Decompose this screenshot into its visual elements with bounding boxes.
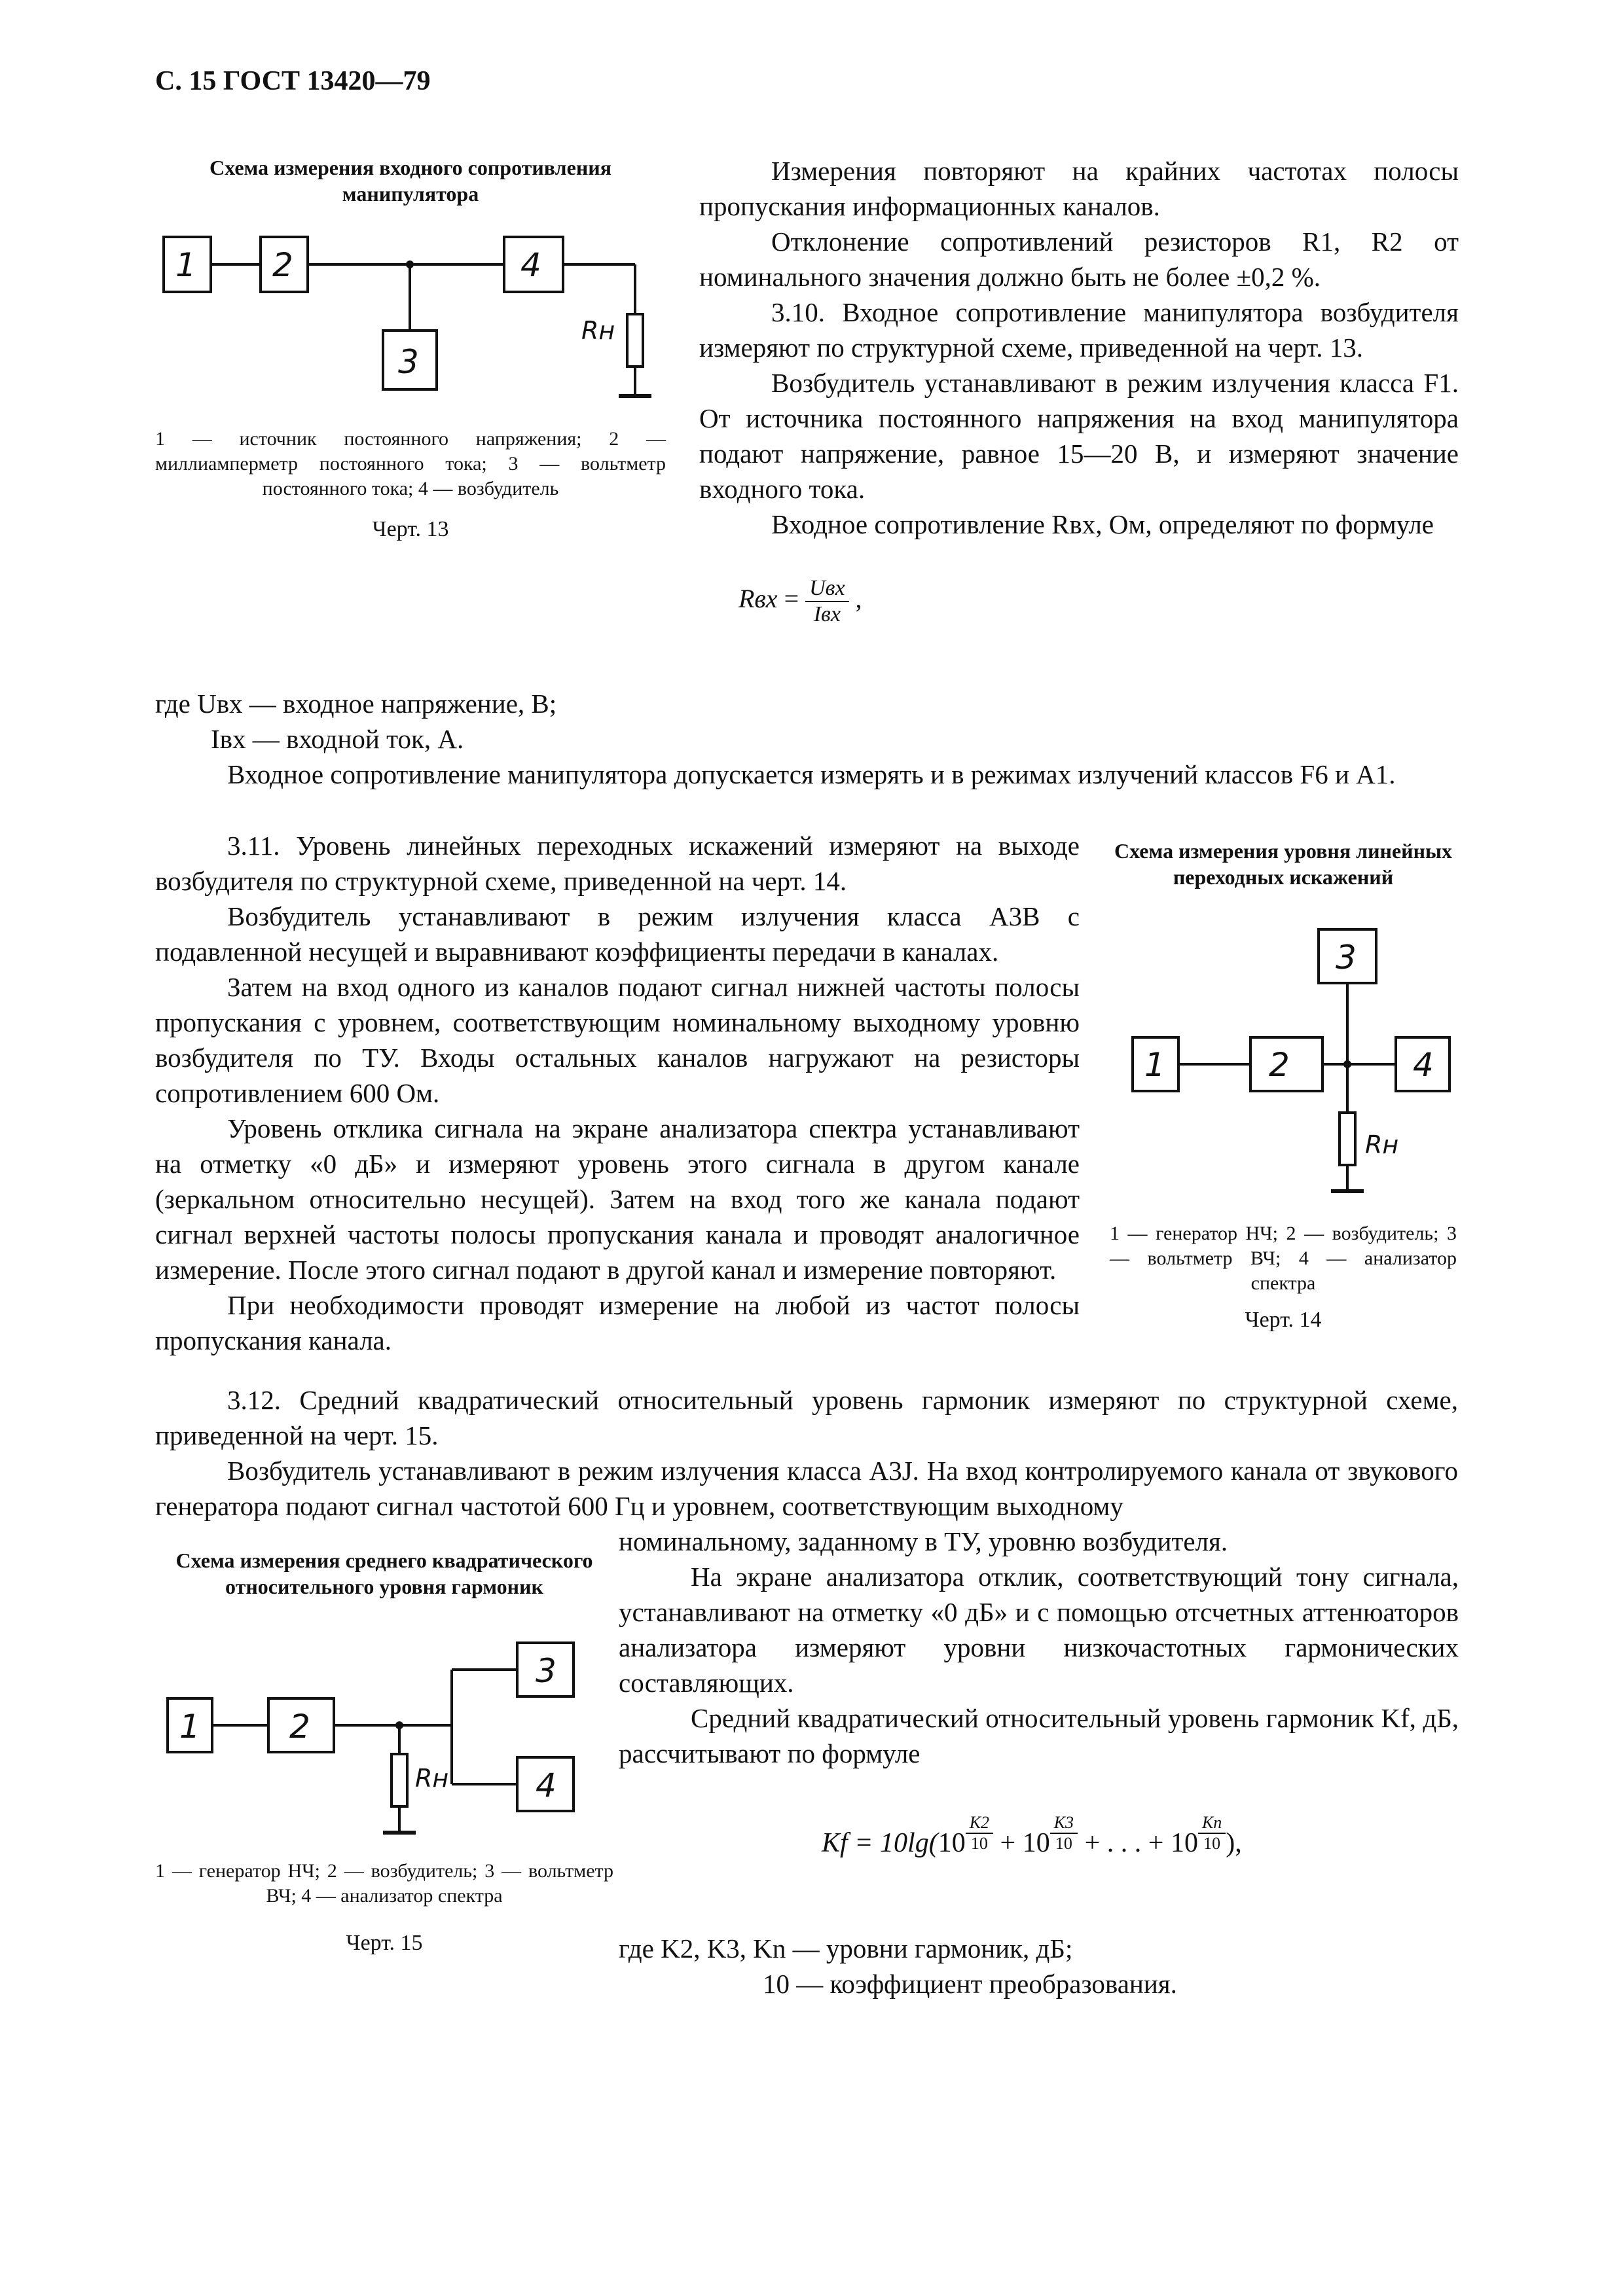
paragraph: Возбудитель устанавливают в режим излучения класса A3B с подавленной несущей и выравнивают коэффициенты передачи в каналах. bbox=[155, 901, 1080, 967]
where-ivx: Iвх — входной ток, А. bbox=[211, 724, 464, 754]
paragraph: номинальному, заданному в ТУ, уровню возбудителя. bbox=[619, 1526, 1228, 1556]
fig13-label-2: 2 bbox=[272, 246, 293, 284]
fig13-resistor bbox=[627, 314, 643, 367]
formula2-term2-base: 10 bbox=[1022, 1828, 1050, 1859]
where-block-1 bbox=[155, 686, 1458, 792]
paragraph: 3.11. Уровень линейных переходных искажений измеряют на выходе возбудителя по структурной схеме, приведенной на черт. 14. bbox=[155, 831, 1080, 896]
fig14-legend: 1 — генератор НЧ; 2 — возбудитель; 3 — вольтметр ВЧ; 4 — анализатор спектра bbox=[1110, 1223, 1457, 1294]
paragraph: Отклонение сопротивлений резисторов R1, R2 от номинального значения должно быть не более ±0,2 %. bbox=[699, 226, 1459, 292]
right-column-bottom bbox=[619, 1524, 1459, 1771]
fig14-label-2: 2 bbox=[1269, 1046, 1290, 1084]
formula2-term3-base: 10 bbox=[1170, 1828, 1198, 1859]
paragraph: Уровень отклика сигнала на экране анализатора спектра устанавливают на отметку «0 дБ» и измеряют уровень этого сигнала в другом канале (зеркальном относительно несущей). Затем на вход того же канала подают сигнал верхней частоты полосы пропускания канала и проводят аналогичное измерение. После этого сигнал подают в другой канал и измерение повторяют. bbox=[155, 1113, 1080, 1285]
fig14-title: Схема измерения уровня линейных переходных искажений bbox=[1114, 839, 1453, 889]
formula2-exp2-num: K3 bbox=[1053, 1813, 1074, 1832]
fig14-label-1: 1 bbox=[1144, 1046, 1165, 1084]
paragraph: Возбудитель устанавливают в режим излучения класса A3J. На вход контролируемого канала от звукового генератора подают сигнал частотой 600 Гц и уровнем, соответствующим выходному bbox=[155, 1456, 1458, 1521]
where-lead: где bbox=[155, 689, 191, 719]
paragraph: 3.12. Средний квадратический относительный уровень гармоник измеряют по структурной схеме, приведенной на черт. 15. bbox=[155, 1385, 1458, 1450]
where-coefficient: 10 — коэффициент преобразования. bbox=[763, 1969, 1177, 1999]
formula2-plus: + bbox=[993, 1828, 1023, 1859]
formula2-dots: + . . . + bbox=[1078, 1828, 1171, 1859]
fig14-label-4: 4 bbox=[1413, 1046, 1434, 1084]
paragraph: Возбудитель устанавливают в режим излучения класса F1. От источника постоянного напряжения на вход манипулятора подают напряжение, равное 15—20 В, и измеряют значение входного тока. bbox=[699, 368, 1459, 504]
formula2-tail: ), bbox=[1226, 1828, 1242, 1859]
formula2-exp1-num: K2 bbox=[969, 1813, 990, 1832]
fig15-legend: 1 — генератор НЧ; 2 — возбудитель; 3 — вольтметр ВЧ; 4 — анализатор спектра bbox=[155, 1860, 613, 1907]
section-312 bbox=[155, 1382, 1458, 1524]
fig13-diagram bbox=[151, 223, 674, 412]
paragraph: При необходимости проводят измерение на любой из частот полосы пропускания канала. bbox=[155, 1290, 1080, 1355]
formula-kf bbox=[822, 1813, 1242, 1859]
paragraph: Входное сопротивление манипулятора допускается измерять и в режимах излучений классов F6 и A1. bbox=[227, 759, 1396, 789]
fig14-label-3: 3 bbox=[1336, 939, 1357, 977]
right-column-top bbox=[699, 153, 1459, 542]
fig13-legend: 1 — источник постоянного напряжения; 2 — миллиамперметр постоянного тока; 3 — вольтметр постоянного тока; 4 — возбудитель bbox=[155, 428, 666, 499]
fig15-label-3: 3 bbox=[536, 1652, 556, 1690]
formula2-term1-base: 10 bbox=[938, 1828, 966, 1859]
formula-lhs: Rвх bbox=[739, 584, 778, 614]
fig13-load-label: Rн bbox=[581, 316, 615, 345]
formula-rvx: Rвх = $\frac{\text{Uвх}}{\text{Iвх}}$ , bbox=[739, 576, 862, 626]
paragraph: На экране анализатора отклик, соответствующий тону сигнала, устанавливают на отметку «0 дБ» и с помощью отсчетных аттенюаторов анализатора измеряют уровни низкочастотных гармонических составляющих. bbox=[619, 1562, 1459, 1698]
fig13-label-3: 3 bbox=[398, 343, 419, 381]
fig15-caption: Черт. 15 bbox=[346, 1931, 423, 1955]
paragraph: 3.10. Входное сопротивление манипулятора возбудителя измеряют по структурной схеме, приведенной на черт. 13. bbox=[699, 297, 1459, 363]
fig14-diagram bbox=[1120, 923, 1467, 1211]
fig15-label-1: 1 bbox=[179, 1708, 200, 1746]
where-harmonics: где K2, K3, Kn — уровни гармоник, дБ; bbox=[619, 1933, 1073, 1964]
left-column-311 bbox=[155, 828, 1080, 1358]
fig15-title: Схема измерения среднего квадратического относительного уровня гармоник bbox=[175, 1549, 593, 1598]
fig14-caption: Черт. 14 bbox=[1245, 1308, 1322, 1332]
fig15-label-2: 2 bbox=[289, 1708, 310, 1746]
paragraph: Средний квадратический относительный уровень гармоник Kf, дБ, рассчитывают по формуле bbox=[619, 1703, 1459, 1768]
formula2-exp2-den: 10 bbox=[1055, 1834, 1072, 1853]
fig14-load-label: Rн bbox=[1365, 1130, 1399, 1159]
fig15-load-label: Rн bbox=[415, 1764, 449, 1793]
formula-numerator: Uвх bbox=[809, 576, 845, 600]
paragraph: Входное сопротивление Rвх, Ом, определяют по формуле bbox=[771, 509, 1434, 539]
fig13-caption: Черт. 13 bbox=[372, 517, 449, 541]
formula2-lhs: Kf = 10lg( bbox=[822, 1828, 938, 1859]
fig13-label-1: 1 bbox=[175, 246, 196, 284]
fig14-resistor bbox=[1340, 1113, 1355, 1165]
fig15-label-4: 4 bbox=[536, 1767, 556, 1804]
formula2-exp3-den: 10 bbox=[1203, 1834, 1221, 1853]
formula2-exp1-den: 10 bbox=[970, 1834, 988, 1853]
paragraph: Затем на вход одного из каналов подают сигнал нижней частоты полосы пропускания с уровнем, соответствующим номинальному выходному уровню возбудителя по ТУ. Входы остальных каналов нагружают на резисторы сопротивлением 600 Ом. bbox=[155, 972, 1080, 1108]
formula-fraction bbox=[805, 576, 848, 627]
page-header: С. 15 ГОСТ 13420—79 bbox=[155, 66, 431, 96]
fig13-label-4: 4 bbox=[520, 246, 541, 284]
fig13-title: Схема измерения входного сопротивления манипулятора bbox=[210, 156, 611, 206]
fig15-diagram bbox=[151, 1636, 609, 1852]
where-block-2 bbox=[619, 1931, 1459, 2001]
where-uvx: Uвх — входное напряжение, В; bbox=[197, 689, 557, 719]
formula2-exp3-num: Kn bbox=[1201, 1813, 1222, 1832]
paragraph: Измерения повторяют на крайних частотах полосы пропускания информационных каналов. bbox=[699, 156, 1459, 221]
formula-denominator: Iвх bbox=[813, 602, 841, 626]
fig15-resistor bbox=[392, 1754, 407, 1806]
